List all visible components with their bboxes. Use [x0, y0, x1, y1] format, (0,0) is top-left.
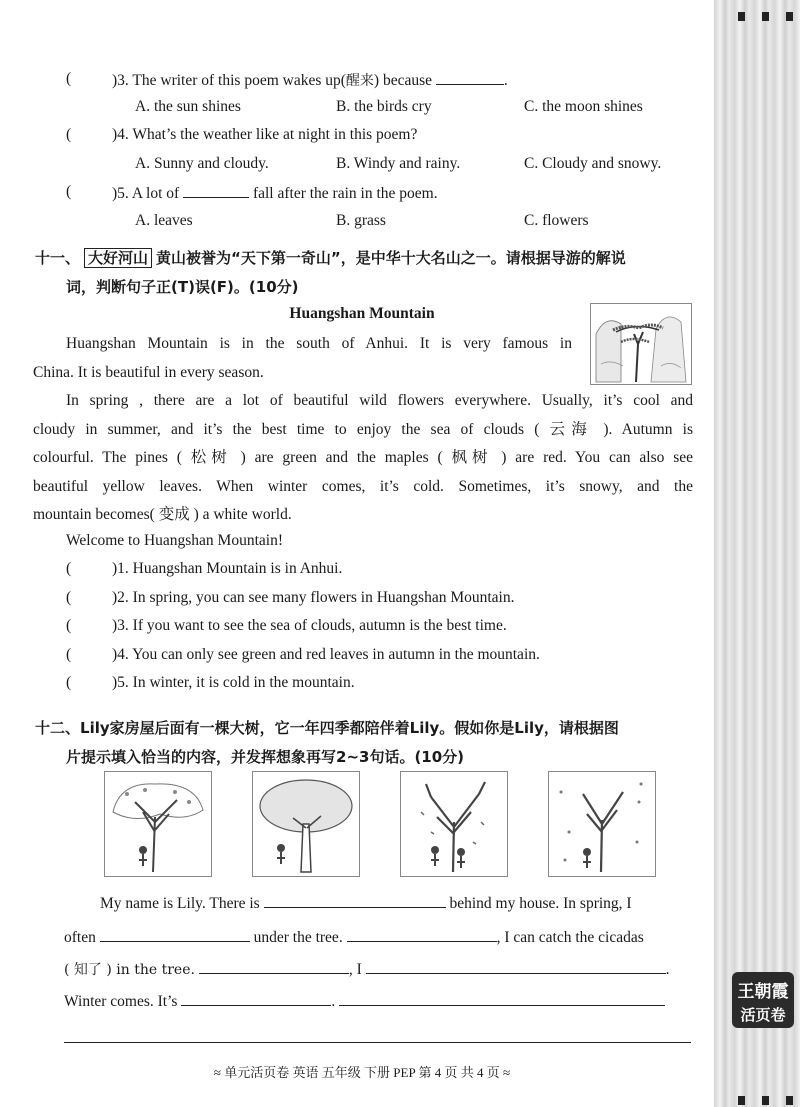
- writing-text: .: [331, 993, 336, 1010]
- question-stem-cn: 醒来: [345, 73, 374, 89]
- passage-paragraph-2: [33, 387, 693, 530]
- answer-paren-open[interactable]: (: [66, 560, 72, 577]
- tf-statement: )5. In winter, it is cold in the mountain.: [112, 674, 355, 691]
- question-stem-2: ) because: [373, 72, 432, 89]
- writing-text: under the tree.: [253, 929, 343, 946]
- option-a[interactable]: A. the sun shines: [135, 98, 241, 115]
- tf-statement: )1. Huangshan Mountain is in Anhui.: [112, 560, 343, 577]
- writing-text: behind my house. In spring, I: [449, 895, 632, 912]
- question-stem: The writer of this poem wakes up(: [132, 72, 346, 89]
- tf-statement: )3. If you want to see the sea of clouds, autumn is the best time.: [112, 617, 507, 634]
- tree-icon: [549, 772, 655, 876]
- spring-tree-picture: [104, 771, 212, 877]
- option-c[interactable]: C. Cloudy and snowy.: [524, 155, 662, 172]
- option-c[interactable]: C. flowers: [524, 212, 589, 229]
- question-stem-end: .: [503, 72, 508, 89]
- section-12-heading: [35, 717, 619, 738]
- writing-text: .: [665, 961, 670, 978]
- passage-line: Huangshan Mountain is in the south of Anhui. It is very famous in: [66, 335, 572, 352]
- writing-text: , I: [348, 961, 362, 978]
- page-footer: ≈ 单元活页卷 英语 五年级 下册 PEP 第 4 页 共 4 页 ≈: [213, 1065, 511, 1080]
- passage-line: China. It is beautiful in every season.: [33, 364, 264, 381]
- answer-paren-open: (: [66, 183, 72, 200]
- tree-icon: [401, 772, 507, 876]
- writing-text: often: [64, 929, 96, 946]
- question-number: )3.: [112, 72, 129, 89]
- answer-paren-open: (: [66, 70, 72, 87]
- question-stem: What’s the weather like at night in this poem?: [132, 126, 418, 143]
- answer-blank[interactable]: [181, 991, 331, 1006]
- side-logo: [732, 972, 794, 1028]
- answer-blank[interactable]: [339, 991, 665, 1006]
- tree-icon: [105, 772, 211, 876]
- section-11-instruction-2: 词，判断句子正(T)误(F)。(10分): [66, 278, 299, 296]
- section-number: 十二、: [35, 719, 81, 737]
- passage-line: cloudy in summer, and it’s the best time to enjoy the sea of clouds ( 云海 ). Autumn is: [33, 420, 693, 438]
- tree-icon: [253, 772, 359, 876]
- answer-paren-open: (: [66, 126, 72, 143]
- answer-blank[interactable]: [436, 70, 504, 85]
- option-b[interactable]: B. Windy and rainy.: [336, 155, 461, 172]
- option-a[interactable]: A. Sunny and cloudy.: [135, 155, 269, 172]
- corner-marks: [738, 12, 794, 22]
- section-number: 十一、: [35, 249, 81, 267]
- section-11-heading: [35, 247, 626, 268]
- option-c[interactable]: C. the moon shines: [524, 98, 643, 115]
- corner-marks-bottom: [738, 1096, 794, 1106]
- option-b[interactable]: B. the birds cry: [336, 98, 432, 115]
- question-stem-2: fall after the rain in the poem.: [252, 185, 438, 202]
- passage-line: beautiful yellow leaves. When winter comes, it’s cold. Sometimes, it’s snowy, and the: [33, 477, 693, 495]
- passage-line: In spring , there are a lot of beautiful wild flowers everywhere. Usually, it’s cool and: [66, 392, 693, 409]
- passage-line: mountain becomes( 变成 ) a white world.: [33, 506, 292, 524]
- writing-text: ( 知了 ) in the tree.: [64, 962, 195, 978]
- writing-line-2: [64, 927, 644, 947]
- writing-text: , I can catch the cicadas: [496, 929, 644, 946]
- tf-statement: )4. You can only see green and red leaves in autumn in the mountain.: [112, 646, 540, 663]
- section-12-instruction-2: 片提示填入恰当的内容，并发挥想象再写2~3句话。(10分): [66, 748, 465, 766]
- writing-line-4: [64, 991, 665, 1011]
- answer-paren-open[interactable]: (: [66, 674, 72, 691]
- option-b[interactable]: B. grass: [336, 212, 386, 229]
- passage-paragraph-1: [66, 330, 572, 359]
- tf-statement: )2. In spring, you can see many flowers in Huangshan Mountain.: [112, 589, 515, 606]
- question-stem: A lot of: [131, 185, 180, 202]
- answer-paren-open[interactable]: (: [66, 589, 72, 606]
- answer-blank[interactable]: [199, 959, 349, 974]
- autumn-tree-picture: [400, 771, 508, 877]
- writing-text: Winter comes. It’s: [64, 993, 178, 1010]
- pine-tree-picture: [590, 303, 692, 385]
- answer-blank[interactable]: [347, 927, 497, 942]
- question-number: )4.: [112, 126, 129, 143]
- passage-title: Huangshan Mountain: [289, 305, 435, 322]
- answer-paren-open[interactable]: (: [66, 646, 72, 663]
- writing-text: My name is Lily. There is: [100, 895, 260, 912]
- winter-tree-picture: [548, 771, 656, 877]
- option-a[interactable]: A. leaves: [135, 212, 193, 229]
- passage-line: colourful. The pines ( 松树 ) are green and the maples ( 枫树 ) are red. You can also see: [33, 449, 693, 467]
- answer-paren-open[interactable]: (: [66, 617, 72, 634]
- pine-tree-icon: [591, 304, 691, 384]
- side-logo-line2: 活页卷: [740, 1006, 786, 1024]
- page-edge-binding: [714, 0, 800, 1107]
- answer-blank[interactable]: [100, 927, 250, 942]
- section-instruction: 黄山被誉为“天下第一奇山”，是中华十大名山之一。请根据导游的解说: [156, 249, 626, 267]
- answer-blank[interactable]: [183, 183, 249, 198]
- side-logo-line1: 王朝霞: [737, 982, 789, 1002]
- answer-blank[interactable]: [264, 893, 446, 908]
- question-number: )5.: [112, 185, 129, 202]
- answer-blank[interactable]: [366, 959, 666, 974]
- welcome-line: Welcome to Huangshan Mountain!: [66, 532, 283, 549]
- section-tag: 大好河山: [84, 248, 152, 268]
- writing-line-3: [64, 959, 669, 979]
- extra-writing-line[interactable]: [64, 1042, 691, 1043]
- summer-tree-picture: [252, 771, 360, 877]
- section-instruction: Lily家房屋后面有一棵大树，它一年四季都陪伴着Lily。假如你是Lily，请根据图: [80, 719, 619, 737]
- writing-line-1: [100, 893, 632, 913]
